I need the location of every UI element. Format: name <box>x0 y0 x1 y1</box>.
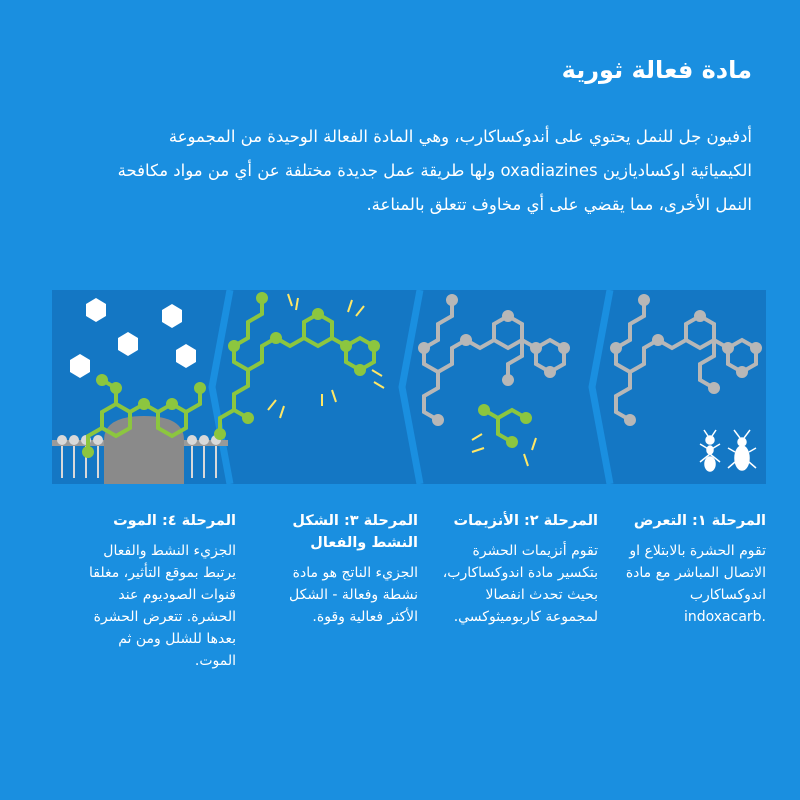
illustration-svg <box>52 290 766 484</box>
ant-icon <box>700 430 720 471</box>
stage-body <box>604 540 766 628</box>
cockroach-icon <box>728 430 756 470</box>
stage-body: تقوم أنزيمات الحشرة بتكسير مادة اندوكساكارب، بحيث تحدث انفصالا لمجموعة كاربوميثوكسي. <box>442 543 598 625</box>
chevron-separator-1 <box>212 290 230 484</box>
chevron-separator-3 <box>592 290 610 484</box>
intro-line-1: أدفيون جل للنمل يحتوي على أندوكساكارب، وهي المادة الفعالة الوحيدة من المجموعة <box>168 127 752 146</box>
stage-body-text: تقوم الحشرة بالابتلاع او الاتصال المباشر مع مادة اندوكساكارب <box>625 543 766 603</box>
chevron-separators <box>212 290 610 484</box>
stage-exposure <box>604 510 766 628</box>
molecule-icon <box>420 296 568 424</box>
page-title: مادة فعالة ثورية <box>561 56 752 84</box>
intro-line-2: الكيميائية اوكساديازين oxadiazines ولها طريقة عمل جديدة مختلفة عن أي من مواد مكافحة <box>117 161 752 180</box>
molecule-fragment-icon <box>480 406 530 446</box>
stage-death <box>74 510 236 672</box>
mode-of-action-illustration <box>52 290 766 484</box>
stage-title: المرحلة ٢: الأنزيمات <box>453 513 598 529</box>
hexagon-crystal-icon <box>70 298 196 378</box>
stages-row <box>52 510 766 710</box>
stage-active-form <box>256 510 418 628</box>
panel-active-form <box>216 294 384 438</box>
intro-line-3: النمل الأخرى، مما يقضي على أي مخاوف تتعلق بالمناعة. <box>366 195 752 214</box>
stage-enzymes <box>436 510 598 628</box>
sodium-channel-icon <box>104 416 184 484</box>
molecule-icon <box>612 296 760 424</box>
panel-enzymes <box>420 296 568 466</box>
stage-body-latin: indoxacarb. <box>683 609 766 625</box>
intro-paragraph <box>112 120 752 222</box>
stage-title: المرحلة ٣: الشكل النشط والفعال <box>292 513 418 551</box>
stage-body: الجزيء النشط والفعال يرتبط بموقع التأثير، مغلقا قنوات الصوديوم عند الحشرة. تتعرض الحشرة بعدها للشلل ومن ثم الموت. <box>89 543 236 669</box>
molecule-icon <box>216 294 378 438</box>
stage-title: المرحلة ١: التعرض <box>633 513 766 529</box>
sparkle-icon <box>268 294 384 418</box>
panel-death <box>52 298 228 484</box>
stage-title: المرحلة ٤: الموت <box>113 513 236 529</box>
panel-exposure <box>612 296 760 471</box>
stage-body: الجزيء الناتج هو مادة نشطة وفعالة - الشكل الأكثر فعالية وقوة. <box>288 565 418 625</box>
chevron-separator-2 <box>402 290 420 484</box>
